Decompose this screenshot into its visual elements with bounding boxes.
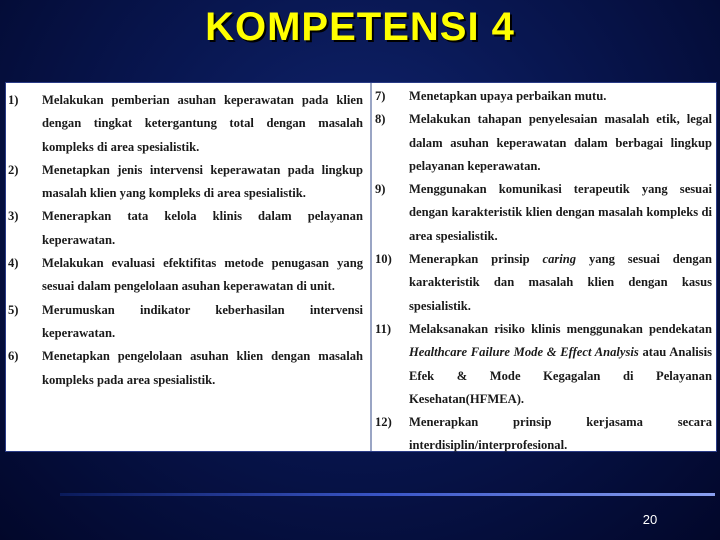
slide-title: KOMPETENSI 4 xyxy=(205,5,515,49)
item-text xyxy=(409,248,712,318)
item-text: Menetapkan pengelolaan asuhan klien dengan masalah kompleks pada area spesialistik. xyxy=(42,349,363,387)
competency-item-4 xyxy=(8,252,363,299)
competency-item-7 xyxy=(375,85,712,108)
competency-item-6 xyxy=(8,345,363,392)
item-text-part: yang sesuai dengan karakteristik dan masalah klien dengan kasus spesialistik. xyxy=(409,252,712,313)
item-text-part: atau Analisis Efek & Mode Kegagalan di Pelayanan Kesehatan(HFMEA). xyxy=(409,345,712,406)
item-text: Menetapkan jenis intervensi keperawatan pada lingkup masalah klien yang kompleks di area spesialistik. xyxy=(42,162,363,201)
item-text: Melakukan evaluasi efektifitas metode penugasan yang sesuai dalam pengelolaan asuhan keperawatan di unit. xyxy=(42,256,363,294)
item-text: Melakukan pemberian asuhan keperawatan pada klien dengan tingkat ketergantung total dengan masalah kompleks di area spesialistik. xyxy=(42,93,363,154)
footer-divider xyxy=(60,493,715,496)
item-text: Menerapkan tata kelola klinis dalam pelayanan keperawatan. xyxy=(42,209,363,247)
competency-item-11 xyxy=(375,318,712,411)
item-number: 9) xyxy=(375,182,386,197)
item-text: Menggunakan komunikasi terapeutik yang sesuai dengan karakteristik klien dengan masalah kompleks di area spesialistik. xyxy=(409,182,712,243)
item-number: 3) xyxy=(8,209,19,224)
item-text xyxy=(409,318,712,411)
item-text: Merumuskan indikator keberhasilan intervensi keperawatan. xyxy=(42,302,363,340)
item-number: 12) xyxy=(375,415,392,430)
item-number: 7) xyxy=(375,89,386,103)
item-number: 2) xyxy=(8,162,19,177)
competency-item-10 xyxy=(375,248,712,318)
competency-item-2 xyxy=(8,159,363,206)
item-number: 4) xyxy=(8,256,19,271)
competency-table xyxy=(5,82,717,452)
item-text: Menerapkan prinsip kerjasama secara interdisiplin/interprofesional. xyxy=(409,415,712,453)
item-number: 6) xyxy=(8,349,19,364)
competency-item-5 xyxy=(8,299,363,346)
competency-item-1 xyxy=(8,89,363,159)
item-text-italic: Healthcare Failure Mode & Effect Analysis xyxy=(409,345,639,360)
right-column xyxy=(372,83,718,451)
competency-item-8 xyxy=(375,108,712,178)
item-text: Melakukan tahapan penyelesaian masalah etik, legal dalam asuhan keperawatan dalam berbagai lingkup pelayanan keperawatan. xyxy=(409,112,712,173)
item-number: 8) xyxy=(375,112,386,127)
item-text: Menetapkan upaya perbaikan mutu. xyxy=(409,89,607,103)
item-number: 11) xyxy=(375,321,392,336)
item-text-part: Menerapkan prinsip xyxy=(409,252,543,267)
competency-item-3 xyxy=(8,205,363,252)
item-text-italic: caring xyxy=(542,252,577,267)
competency-item-9 xyxy=(375,178,712,248)
competency-item-12 xyxy=(375,411,712,458)
page-number: 20 xyxy=(642,512,658,527)
item-number: 5) xyxy=(8,302,19,317)
left-column xyxy=(6,83,369,451)
item-number: 10) xyxy=(375,252,392,267)
item-text-part: Melaksanakan risiko klinis menggunakan pendekatan xyxy=(409,321,712,336)
item-number: 1) xyxy=(8,93,19,107)
